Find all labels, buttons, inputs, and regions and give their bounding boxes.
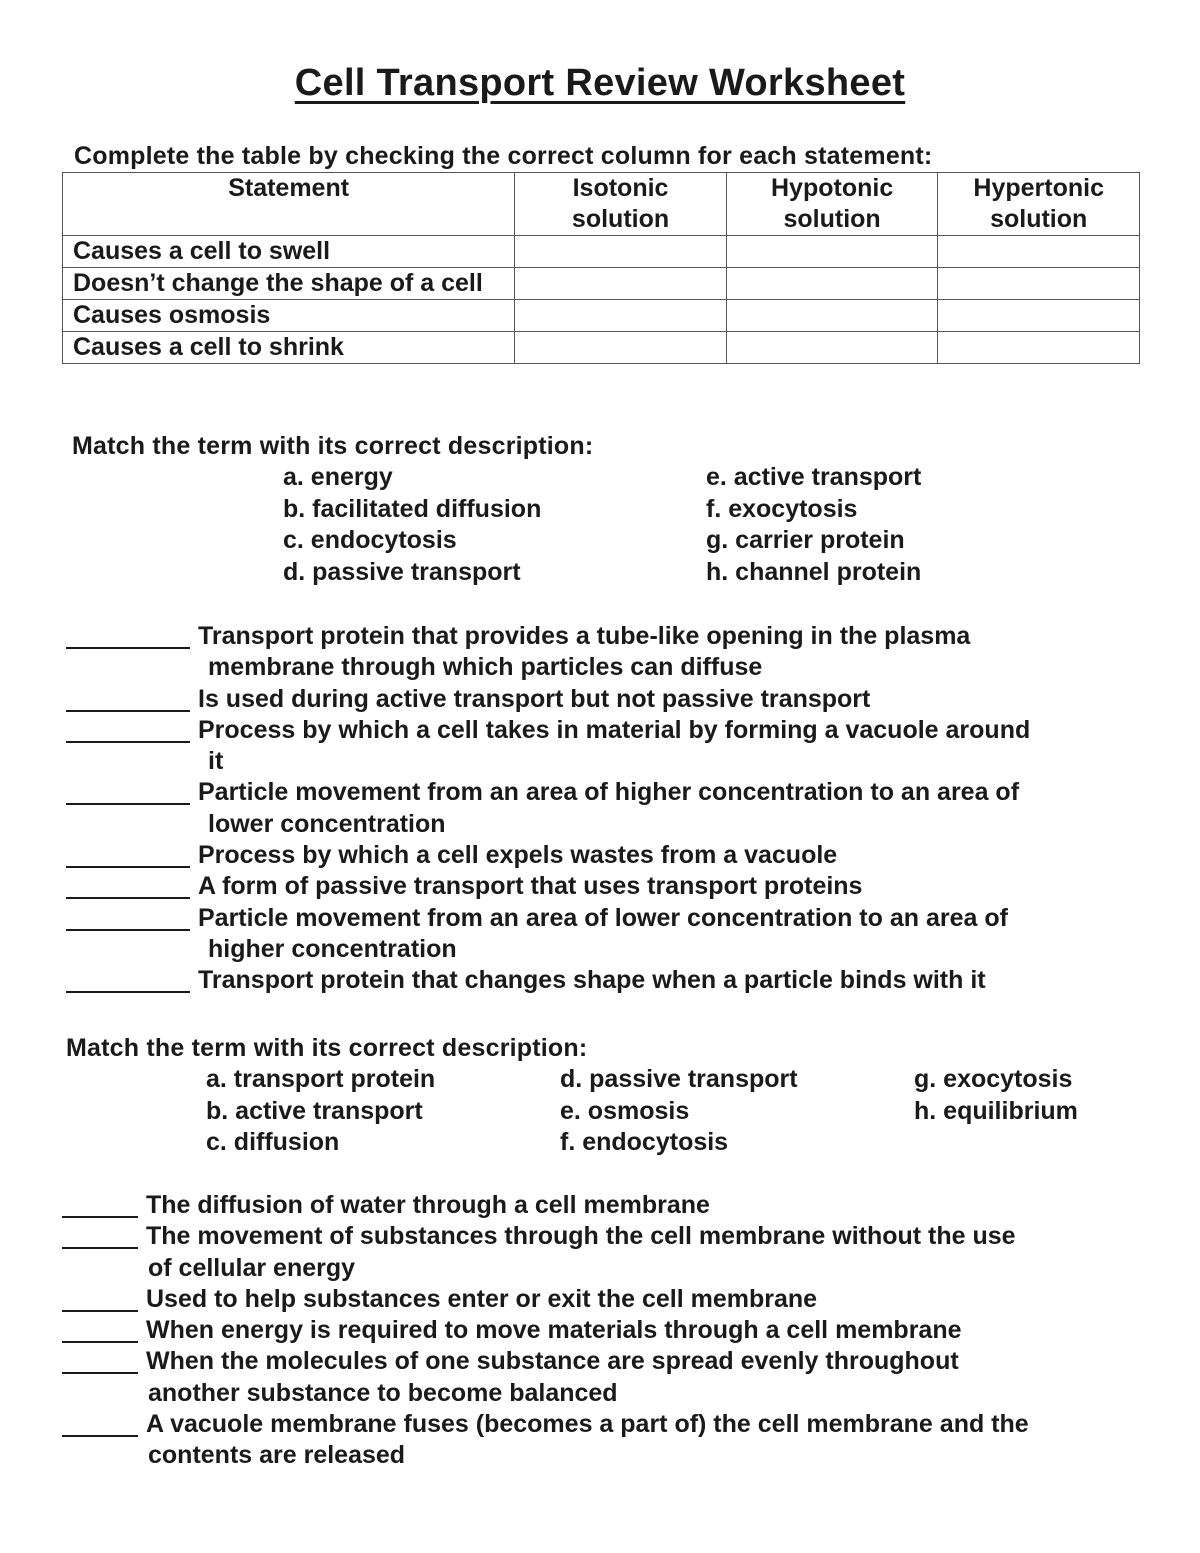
term-item: a. transport protein: [206, 1065, 436, 1093]
term-list-2-col2: [560, 1064, 798, 1159]
header-hypertonic: Hypertonic solution: [938, 173, 1140, 236]
statement-cell: Causes a cell to shrink: [63, 332, 515, 364]
check-cell-isotonic[interactable]: [515, 300, 727, 332]
question-text-cont: higher concentration: [208, 934, 457, 963]
matching-instruction-1: Match the term with its correct description:: [72, 432, 594, 460]
term-list-2-col1: [206, 1064, 435, 1159]
term-item: e. osmosis: [560, 1096, 690, 1125]
table-header-row: [63, 173, 1140, 236]
question-item: [66, 840, 1146, 871]
question-item: [62, 1315, 1152, 1346]
matching-questions-1: [66, 621, 1146, 997]
table-row: [63, 236, 1140, 268]
table-instruction: Complete the table by checking the correct column for each statement:: [74, 142, 933, 170]
term-item: b. facilitated diffusion: [283, 494, 542, 523]
question-item: [62, 1409, 1152, 1472]
question-item: [66, 684, 1146, 715]
answer-blank[interactable]: [62, 1190, 138, 1218]
answer-blank[interactable]: [66, 903, 190, 931]
question-item: [62, 1346, 1152, 1409]
question-item: [66, 903, 1146, 966]
header-hypotonic: Hypotonic solution: [726, 173, 938, 236]
answer-blank[interactable]: [62, 1221, 138, 1249]
question-text: Transport protein that provides a tube-like opening in the plasma: [198, 622, 971, 650]
check-cell-hypertonic[interactable]: [938, 236, 1140, 268]
question-item: [66, 777, 1146, 840]
term-item: g. carrier protein: [706, 526, 905, 555]
check-cell-hypertonic[interactable]: [938, 332, 1140, 364]
term-item: a. energy: [283, 463, 393, 491]
matching-instruction-2: Match the term with its correct description:: [66, 1034, 588, 1062]
check-cell-isotonic[interactable]: [515, 268, 727, 300]
term-item: c. diffusion: [206, 1128, 340, 1157]
question-item: [62, 1284, 1152, 1315]
question-text-cont: lower concentration: [208, 809, 446, 838]
check-cell-hypertonic[interactable]: [938, 268, 1140, 300]
question-text: Process by which a cell takes in material by forming a vacuole around: [198, 715, 1031, 744]
question-text: Used to help substances enter or exit the cell membrane: [146, 1284, 818, 1313]
statement-cell: Doesn’t change the shape of a cell: [63, 268, 515, 300]
answer-blank[interactable]: [66, 621, 190, 649]
answer-blank[interactable]: [66, 715, 190, 743]
check-cell-hypotonic[interactable]: [726, 332, 938, 364]
question-text-cont: it: [208, 747, 224, 776]
question-text-cont: of cellular energy: [148, 1253, 356, 1282]
question-item: [62, 1190, 1152, 1221]
check-cell-hypotonic[interactable]: [726, 300, 938, 332]
term-list-1-right: [706, 462, 921, 589]
term-item: c. endocytosis: [283, 526, 457, 555]
question-item: [66, 965, 1146, 996]
answer-blank[interactable]: [62, 1284, 138, 1312]
term-item: f. endocytosis: [560, 1128, 729, 1157]
question-text: Process by which a cell expels wastes from a vacuole: [198, 841, 838, 870]
question-text-cont: another substance to become balanced: [148, 1378, 618, 1407]
term-item: d. passive transport: [560, 1065, 798, 1093]
page-title: Cell Transport Review Worksheet: [294, 62, 906, 104]
answer-blank[interactable]: [66, 684, 190, 712]
check-cell-isotonic[interactable]: [515, 236, 727, 268]
table-row: [63, 332, 1140, 364]
question-item: [66, 715, 1146, 778]
answer-blank[interactable]: [66, 871, 190, 899]
check-cell-hypotonic[interactable]: [726, 268, 938, 300]
term-item: b. active transport: [206, 1096, 423, 1125]
statement-cell: Causes osmosis: [63, 300, 515, 332]
answer-blank[interactable]: [66, 965, 190, 993]
question-text-cont: contents are released: [148, 1441, 406, 1470]
term-item: h. channel protein: [706, 558, 922, 587]
matching-questions-2: [62, 1190, 1152, 1472]
check-cell-isotonic[interactable]: [515, 332, 727, 364]
question-text: When energy is required to move materials through a cell membrane: [146, 1316, 962, 1345]
question-text: The diffusion of water through a cell membrane: [146, 1191, 710, 1219]
question-text: The movement of substances through the cell membrane without the use: [146, 1222, 1016, 1251]
term-item: g. exocytosis: [914, 1065, 1073, 1093]
question-text-cont: membrane through which particles can diffuse: [208, 653, 763, 682]
question-item: [66, 871, 1146, 902]
check-cell-hypertonic[interactable]: [938, 300, 1140, 332]
table-row: [63, 268, 1140, 300]
term-item: e. active transport: [706, 463, 922, 491]
question-text: Particle movement from an area of lower concentration to an area of: [198, 903, 1008, 932]
table-row: [63, 300, 1140, 332]
answer-blank[interactable]: [66, 840, 190, 868]
question-text: Is used during active transport but not passive transport: [198, 684, 871, 713]
question-item: [62, 1221, 1152, 1284]
answer-blank[interactable]: [62, 1346, 138, 1374]
answer-blank[interactable]: [62, 1409, 138, 1437]
check-cell-hypotonic[interactable]: [726, 236, 938, 268]
answer-blank[interactable]: [66, 777, 190, 805]
question-text: Transport protein that changes shape when a particle binds with it: [198, 966, 986, 995]
term-item: f. exocytosis: [706, 494, 858, 523]
term-item: h. equilibrium: [914, 1096, 1078, 1125]
question-text: A vacuole membrane fuses (becomes a part of) the cell membrane and the: [146, 1410, 1029, 1439]
term-item: d. passive transport: [283, 558, 521, 587]
question-text: When the molecules of one substance are spread evenly throughout: [146, 1347, 959, 1376]
solution-check-table: [62, 172, 1140, 364]
question-text: Particle movement from an area of higher concentration to an area of: [198, 778, 1020, 807]
question-text: A form of passive transport that uses transport proteins: [198, 872, 863, 901]
term-list-1-left: [283, 462, 541, 589]
question-item: [66, 621, 1146, 684]
term-list-2-col3: [914, 1064, 1078, 1127]
statement-cell: Causes a cell to swell: [63, 236, 515, 268]
header-isotonic: Isotonic solution: [515, 173, 727, 236]
header-statement: Statement: [63, 173, 515, 236]
answer-blank[interactable]: [62, 1315, 138, 1343]
